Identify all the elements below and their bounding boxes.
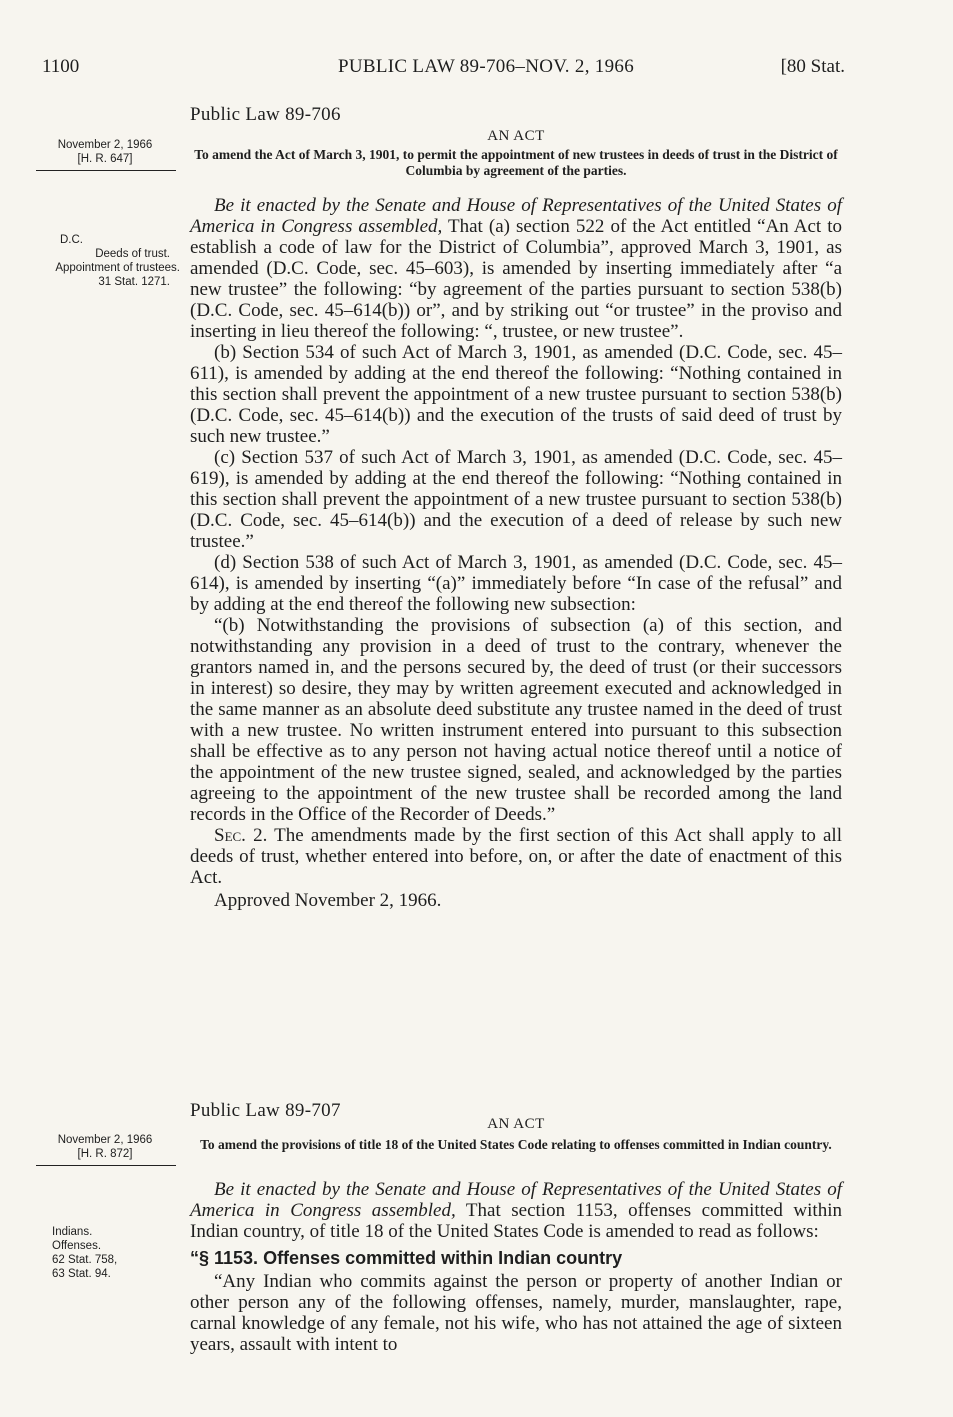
law1-note-stat: 31 Stat. 1271. [98, 276, 170, 288]
law2-purpose: To amend the provisions of title 18 of the United States Code relating to offenses committed in Indian country. [200, 1137, 832, 1152]
law2-act-heading: AN ACT [487, 1116, 545, 1132]
law1-sec2-label: Sec. 2. [214, 825, 268, 846]
running-title: PUBLIC LAW 89-706–NOV. 2, 1966 [338, 56, 635, 77]
law1-sec2-text: The amendments made by the first section of this Act shall apply to all deeds of trust, whether entered into before, on, or after the date of enactment of this Act. [190, 825, 842, 888]
law2-bill: [H. R. 872] [77, 1148, 133, 1160]
law2-note-stat-1: 62 Stat. 758, [52, 1254, 118, 1266]
law2-title: Public Law 89-707 [190, 1100, 341, 1121]
law2-enacting-text: That section 1153, offenses committed within Indian country, of title 18 of the United States Code is amended to read as follows: [190, 1200, 842, 1242]
law2-para-1: “Any Indian who commits against the person or property of another Indian or other person any of the following offenses, namely, murder, manslaughter, rape, carnal knowledge of any female, not his wife, who has not attained the age of sixteen years, assault with intent to [190, 1271, 842, 1355]
law1-approved: Approved November 2, 1966. [214, 890, 442, 911]
law1-content [190, 104, 842, 911]
law2-margin-date [30, 1133, 180, 1166]
law1-margin-notes [30, 233, 180, 289]
law1-margin-date [30, 138, 180, 171]
law2-content [190, 1100, 842, 1355]
law1-para-a [190, 195, 842, 342]
law1-enacting-clause: Be it enacted by the Senate and House of Representatives of the United States of America in Congress assembled, [190, 195, 842, 237]
law2-margin-notes [30, 1225, 180, 1281]
volume-reference: [80 Stat. [780, 56, 845, 77]
law1-para-d: (d) Section 538 of such Act of March 3, 1901, as amended (D.C. Code, sec. 45–614), is amended by inserting “(a)” immediately before “In case of the refusal” and by adding at the end thereof the following new subsection: [190, 552, 842, 615]
law1-bill: [H. R. 647] [77, 153, 133, 165]
law1-purpose: To amend the Act of March 3, 1901, to permit the appointment of new trustees in deeds of trust in the District of Columbia by agreement of the parties. [194, 147, 838, 178]
law1-act-heading: AN ACT [487, 128, 545, 144]
law1-margin-rule [36, 170, 176, 171]
law2-section-heading: “§ 1153. Offenses committed within Indian country [190, 1248, 623, 1268]
law1-para-c: (c) Section 537 of such Act of March 3, 1901, as amended (D.C. Code, sec. 45–619), is amended by adding at the end thereof the following: “Nothing contained in this section shall prevent the appointment of a new trustee pursuant to section 538(b) (D.C. Code, sec. 45–614(b)) and the execution of a deed of release by such new trustee.” [190, 447, 842, 552]
law2-body [190, 1179, 842, 1355]
law2-note-indians: Indians. [52, 1226, 93, 1238]
running-header [42, 56, 845, 78]
law2-margin-rule [36, 1165, 176, 1166]
law1-para-a-text: That (a) section 522 of the Act entitled “An Act to establish a code of law for the District of Columbia”, approved March 3, 1901, as amended (D.C. Code, sec. 45–603), is amended by inserting immediately after “a new trustee” the following: “by agreement of the parties pursuant to section 538(b) (D.C. Code, sec. 45–614(b)) or”, and by striking out “or trustee” in the proviso and inserting in lieu thereof the following: “, trustee, or new trustee”. [190, 216, 842, 342]
law1-subsection-b: “(b) Notwithstanding the provisions of subsection (a) of this section, and notwithstanding any provision in a deed of trust to the contrary, whenever the grantors named in, and the persons secured by, the deed of trust (or their successors in interest) so desire, they may by written agreement executed and acknowledged in the same manner as an absolute deed substitute any trustee named in the deed of trust with a new trustee. No written instrument entered into pursuant to this subsection shall be effective as to any person not having actual notice thereof until a notice of the appointment of the new trustee signed, sealed, and acknowledged by the parties agreeing to the appointment of the new trustee shall be recorded among the land records in the Office of the Recorder of Deeds.” [190, 615, 842, 825]
law1-body [190, 195, 842, 911]
page-number: 1100 [42, 56, 80, 77]
law1-date: November 2, 1966 [57, 139, 153, 151]
law1-title: Public Law 89-706 [190, 104, 341, 125]
law1-note-appointment: Appointment of trustees. [55, 262, 180, 274]
law2-enacting-clause: Be it enacted by the Senate and House of Representatives of the United States of America in Congress assembled, [190, 1179, 842, 1221]
law2-date: November 2, 1966 [57, 1134, 153, 1146]
law1-note-deeds: Deeds of trust. [95, 248, 170, 260]
law1-note-dc: D.C. [60, 234, 83, 246]
law2-enacting [190, 1179, 842, 1242]
law2-note-offenses: Offenses. [52, 1240, 102, 1252]
law1-sec2 [190, 825, 842, 888]
law1-para-b: (b) Section 534 of such Act of March 3, 1901, as amended (D.C. Code, sec. 45–611), is amended by adding at the end thereof the following: “Nothing contained in this section shall prevent the appointment of a new trustee pursuant to section 538(b) (D.C. Code, sec. 45–614(b)) and the execution of the trusts of said deed of trust by such new trustee.” [190, 342, 842, 447]
law2-note-stat-2: 63 Stat. 94. [52, 1268, 111, 1280]
